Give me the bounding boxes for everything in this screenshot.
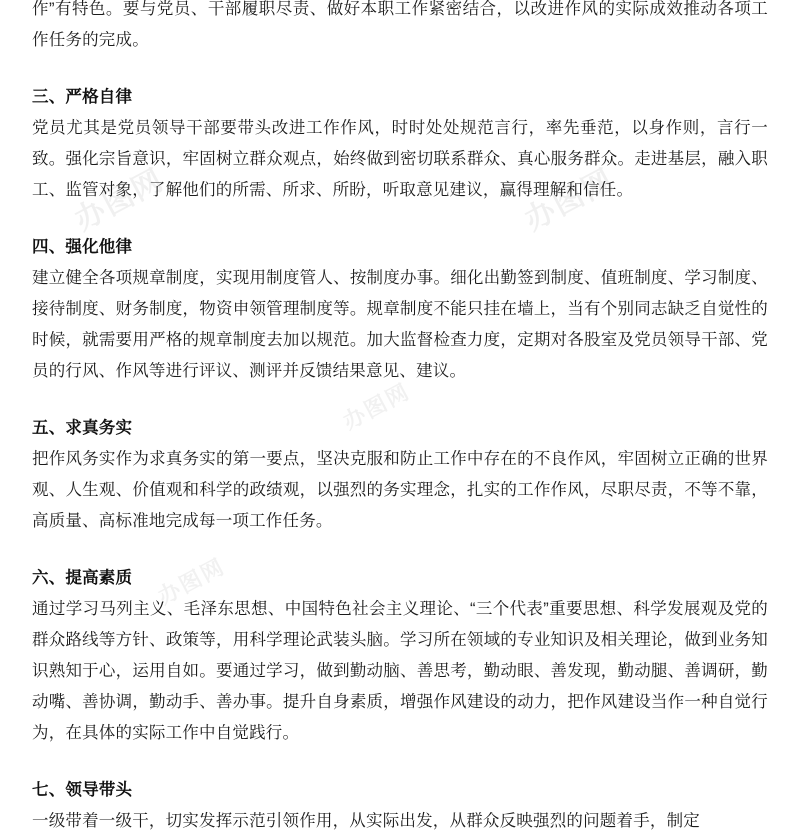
watermark-text: 办图网 bbox=[338, 378, 415, 435]
section-heading: 五、求真务实 bbox=[32, 419, 133, 437]
section-three bbox=[32, 82, 768, 206]
watermark-text: 办图网 bbox=[69, 162, 170, 238]
section-body: 建立健全各项规章制度，实现用制度管人、按制度办事。细化出勤签到制度、值班制度、学习制度、接待制度、财务制度，物资申领管理制度等。规章制度不能只挂在墙上，当有个别同志缺乏自觉性的时候，就需要用严格的规章制度去加以规范。加大监督检查力度，定期对各股室及党员领导干部、党员的行风、作风等进行评议、测评并反馈结果意见、建议。 bbox=[32, 269, 768, 380]
section-heading: 三、严格自律 bbox=[32, 88, 133, 106]
section-five bbox=[32, 413, 768, 537]
section-four bbox=[32, 232, 768, 387]
section-body: 把作风务实作为求真务实的第一要点，坚决克服和防止工作中存在的不良作风，牢固树立正确的世界观、人生观、价值观和科学的政绩观，以强烈的务实理念，扎实的工作作风，尽职尽责，不等不靠，高质量、高标准地完成每一项工作任务。 bbox=[32, 450, 768, 530]
watermark-text: 办图网 bbox=[153, 553, 230, 610]
section-seven bbox=[32, 775, 768, 837]
partial-paragraph-top bbox=[32, 0, 768, 50]
document-body bbox=[32, 0, 768, 837]
paragraph-text: 作”有特色。要与党员、干部履职尽责、做好本职工作紧密结合，以改进作风的实际成效推动各项工作任务的完成。 bbox=[32, 0, 768, 49]
section-body: 党员尤其是党员领导干部要带头改进工作作风，时时处处规范言行，率先垂范，以身作则，言行一致。强化宗旨意识，牢固树立群众观点，始终做到密切联系群众、真心服务群众。走进基层，融入职工、监管对象，了解他们的所需、所求、所盼，听取意见建议，赢得理解和信任。 bbox=[32, 119, 768, 199]
section-heading: 七、领导带头 bbox=[32, 781, 133, 799]
section-heading: 四、强化他律 bbox=[32, 238, 133, 256]
section-six bbox=[32, 563, 768, 749]
section-heading: 六、提高素质 bbox=[32, 569, 133, 587]
section-body: 一级带着一级干，切实发挥示范引领作用，从实际出发，从群众反映强烈的问题着手，制定 bbox=[32, 812, 700, 830]
watermark-text: 办图网 bbox=[519, 162, 620, 238]
section-body: 通过学习马列主义、毛泽东思想、中国特色社会主义理论、“三个代表”重要思想、科学发展观及党的群众路线等方针、政策等，用科学理论武装头脑。学习所在领域的专业知识及相关理论，做到业务知识熟知于心，运用自如。要通过学习，做到勤动脑、善思考，勤动眼、善发现，勤动腿、善调研，勤动嘴、善协调，勤动手、善办事。提升自身素质，增强作风建设的动力，把作风建设当作一种自觉行为，在具体的实际工作中自觉践行。 bbox=[32, 600, 768, 742]
